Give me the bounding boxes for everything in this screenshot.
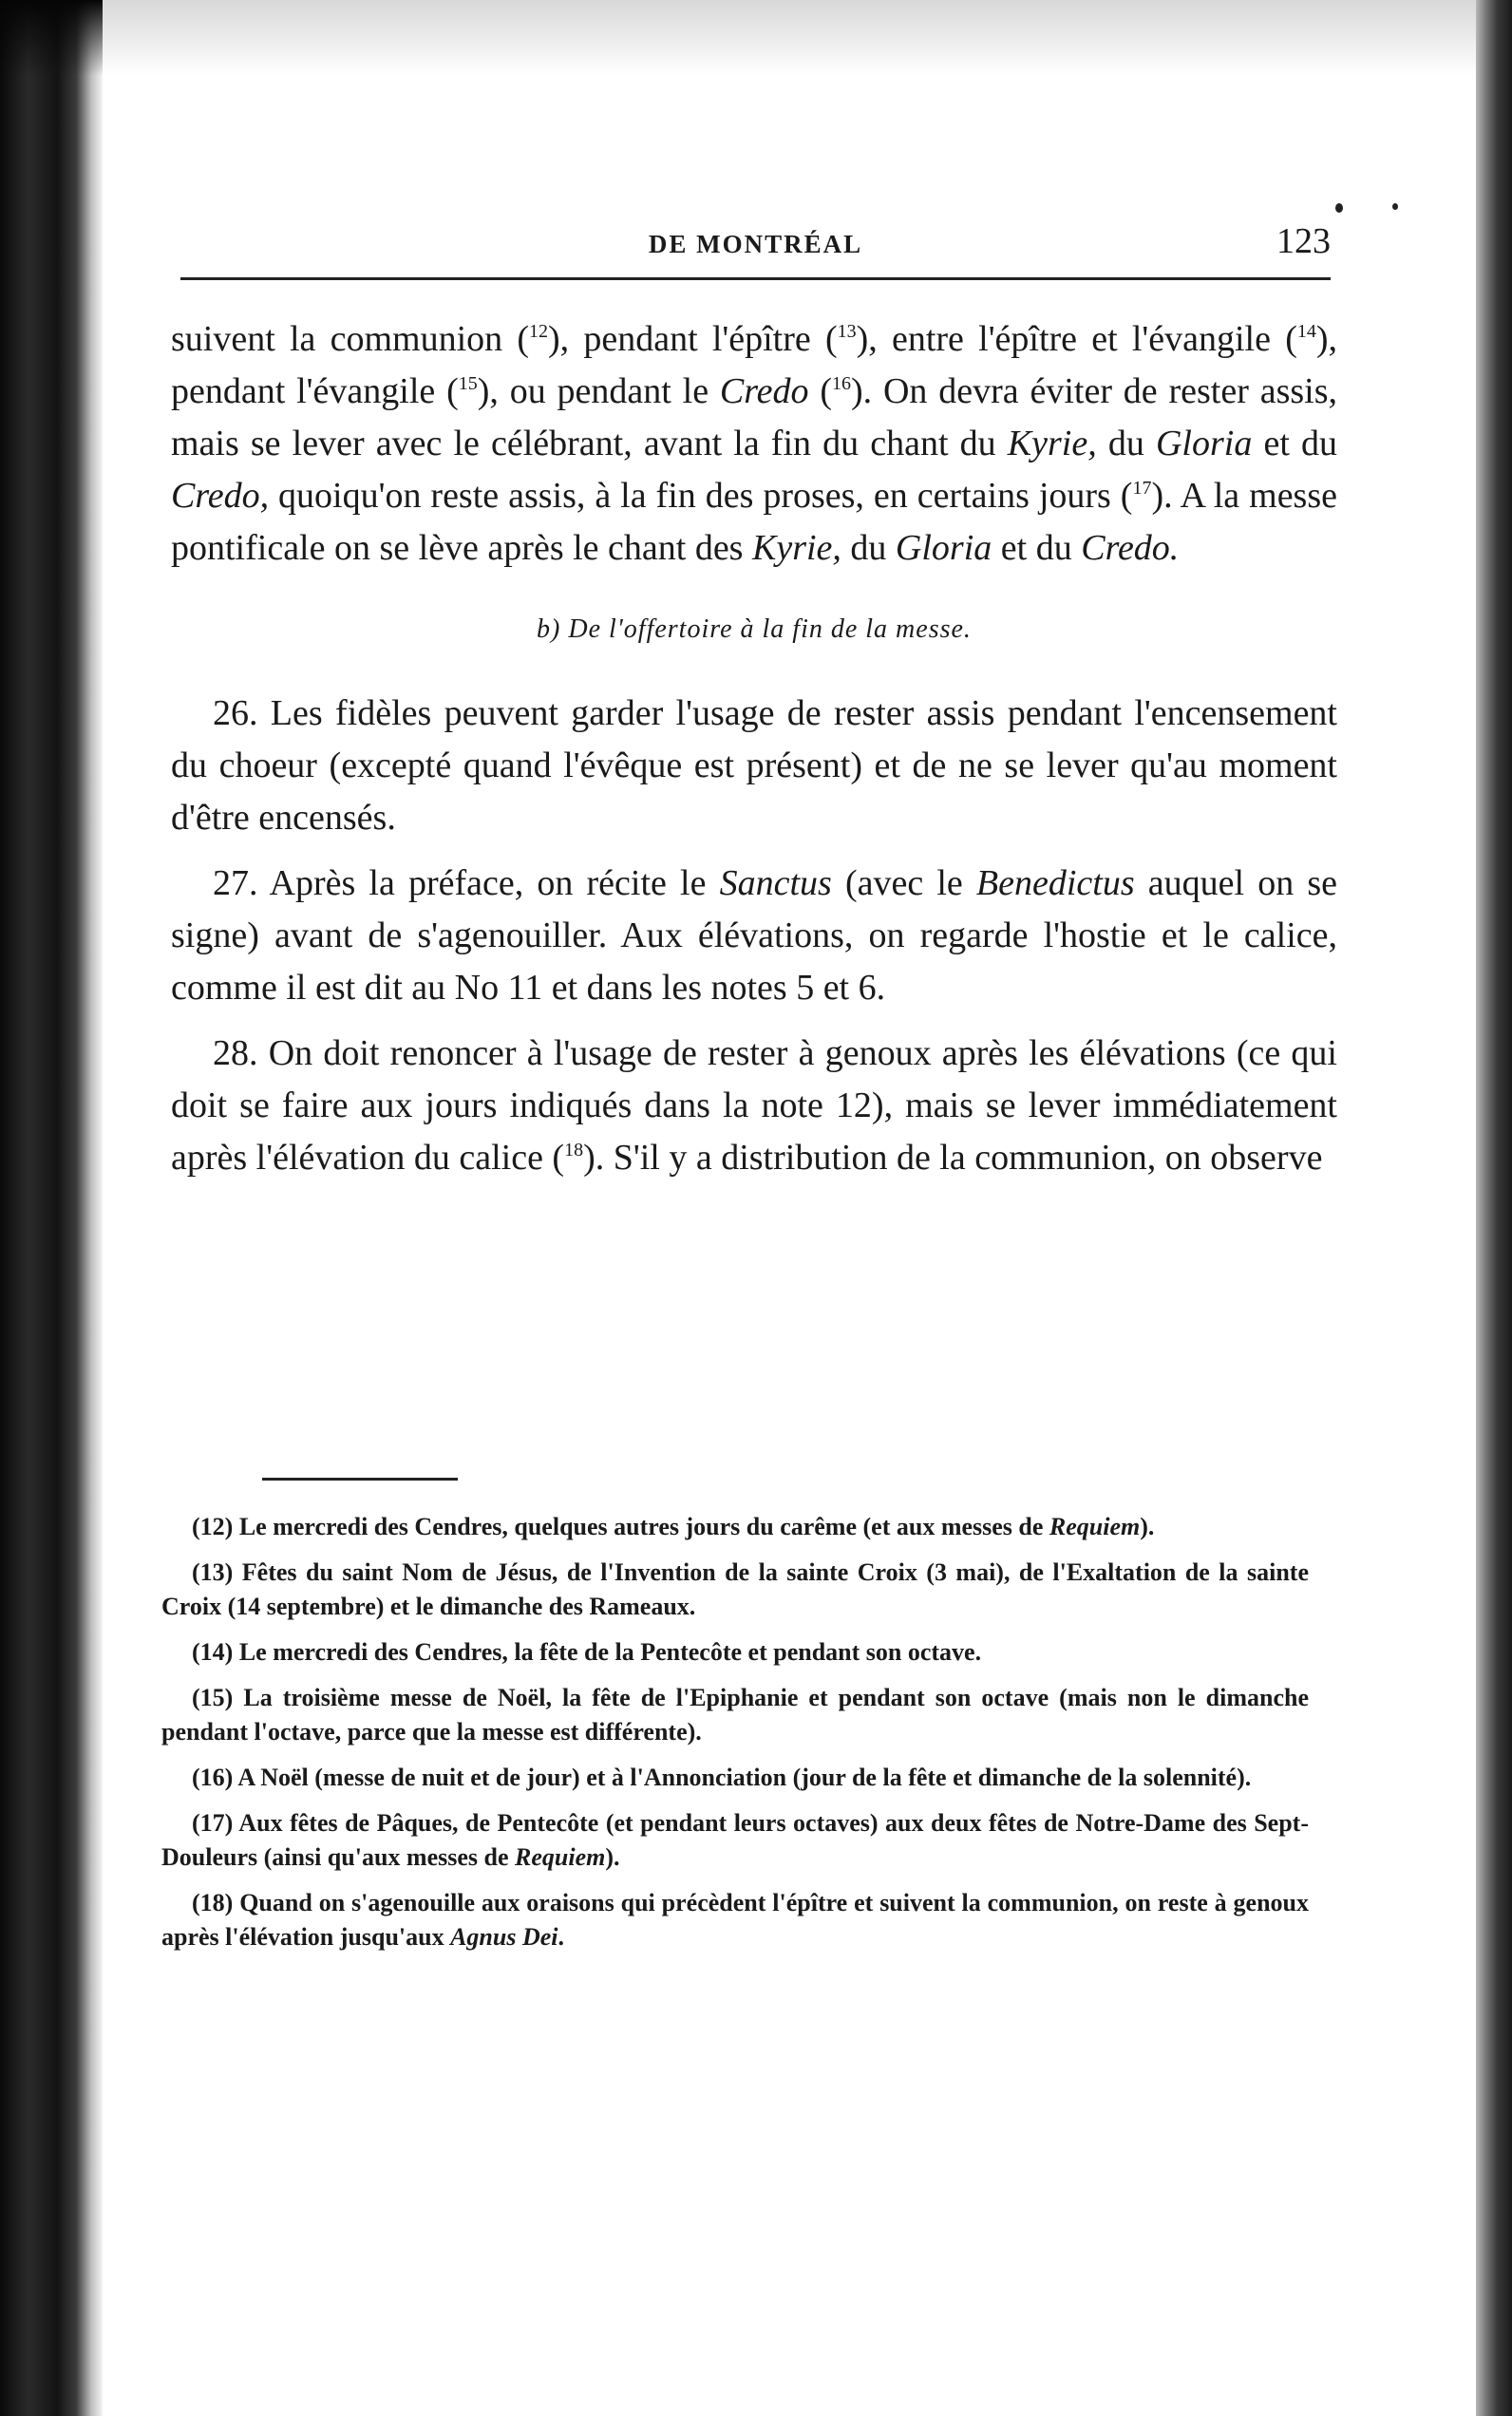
footnote-ref: 17 [1132,478,1152,499]
text-run: auquel on se signe) avant de s'agenouiller. Aux élévations, on regarde l'hostie et le calice, comme il est dit au No 11 et dans les notes 5 et 6. [171,863,1337,1008]
page-header [180,217,1331,277]
scan-left-corner [0,0,103,76]
italic-term: Requiem [1049,1513,1141,1540]
body-text [171,313,1337,1184]
page-number: 123 [1276,221,1331,261]
italic-term: Requiem [515,1843,606,1871]
text-run: du [841,528,896,568]
italic-term: Credo [719,371,809,411]
footnote-14: (14) Le mercredi des Cendres, la fête de la Pentecôte et pendant son octave. [192,1638,982,1666]
text-run: (17) Aux fêtes de Pâques, de Pentecôte (et pendant leurs octaves) aux deux fêtes de Notre-Dame des Sept-Douleurs (ainsi qu'aux messes de [161,1809,1309,1871]
text-run: (12) Le mercredi des Cendres, quelques autres jours du carême (et aux messes de [192,1513,1049,1540]
italic-term: Credo. [1081,528,1180,568]
text-run: et du [1252,424,1338,463]
ink-speck [1335,203,1343,213]
italic-term: Sanctus [719,863,832,903]
text-run: ). On devra éviter de rester assis, mais se lever avec le célébrant, avant la fin du chant du [171,371,1338,463]
text-run: 27. Après la préface, on récite le [213,863,720,903]
paragraph-28 [171,1028,1337,1184]
header-rule [180,277,1331,280]
footnote-16: (16) A Noël (messe de nuit et de jour) et à l'Annonciation (jour de la fête et dimanche de la solennité). [192,1764,1252,1791]
footnote-ref: 18 [564,1140,584,1161]
text-run: quoiqu'on reste assis, à la fin des proses, en certains jours ( [269,476,1133,516]
running-head: DE MONTRÉAL [648,230,863,258]
italic-term: Gloria [895,528,992,568]
footnote-15: (15) La troisième messe de Noël, la fête de l'Epiphanie et pendant son octave (mais non le dimanche pendant l'octave, parce que la messe est différente). [161,1684,1309,1746]
footnote-18 [161,1886,1309,1954]
italic-term: Kyrie, [751,528,841,568]
footnote-rule [262,1478,458,1481]
text-run: . [558,1923,565,1951]
italic-term: Kyrie, [1007,424,1097,463]
scan-right-edge [1476,0,1512,2416]
paragraph-continued [171,313,1337,575]
text-run: ), entre l'épître et l'évangile ( [856,319,1297,359]
text-run: (18) Quand on s'agenouille aux oraisons qui précèdent l'épître et suivent la communion, on reste à genoux après l'élévation jusqu'aux [161,1889,1309,1951]
footnote-ref: 16 [832,373,851,394]
text-run: ), ou pendant le [477,371,720,411]
text-run: ). A la messe pontificale on se lève après le chant des [171,476,1337,568]
text-run: 28. On doit renoncer à l'usage de rester à genoux après les élévations (ce qui doit se faire aux jours indiqués dans la note 12), mais se lever immédiatement après l'élévation du calice ( [171,1033,1337,1178]
footnote-12 [161,1510,1309,1544]
footnote-ref: 15 [458,373,478,394]
text-run: ). S'il y a distribution de la communion, on observe [583,1138,1323,1178]
text-run: ). [1140,1513,1155,1540]
footnote-13: (13) Fêtes du saint Nom de Jésus, de l'Invention de la sainte Croix (3 mai), de l'Exaltation de la sainte Croix (14 septembre) et le dimanche des Rameaux. [161,1558,1309,1620]
footnote-ref: 12 [529,321,548,342]
footnote-ref: 14 [1296,321,1316,342]
text-run: du [1096,424,1156,463]
footnotes [161,1510,1309,1966]
italic-term: Credo, [171,476,270,516]
italic-term: Agnus Dei [450,1923,558,1951]
footnote-ref: 13 [837,321,857,342]
paragraph-26: 26. Les fidèles peuvent garder l'usage de rester assis pendant l'encensement du choeur (excepté quand l'évêque est présent) et de ne se lever qu'au moment d'être encensés. [171,693,1337,838]
text-run: et du [992,528,1082,568]
text-run: (avec le [831,863,976,903]
section-subheading: b) De l'offertoire à la fin de la messe. [537,614,972,644]
book-page [103,0,1476,2416]
footnote-17 [161,1806,1309,1875]
page-top-shadow [103,0,1476,76]
italic-term: Benedictus [975,863,1135,903]
ink-speck [1392,203,1398,210]
text-run: suivent la communion ( [171,319,529,359]
italic-term: Gloria [1155,424,1253,463]
paragraph-27 [171,858,1337,1014]
text-run: ). [605,1843,620,1871]
text-run: ( [808,371,832,411]
text-run: ), pendant l'évangile ( [171,319,1337,411]
scan-left-edge [0,0,103,2416]
text-run: ), pendant l'épître ( [548,319,838,359]
